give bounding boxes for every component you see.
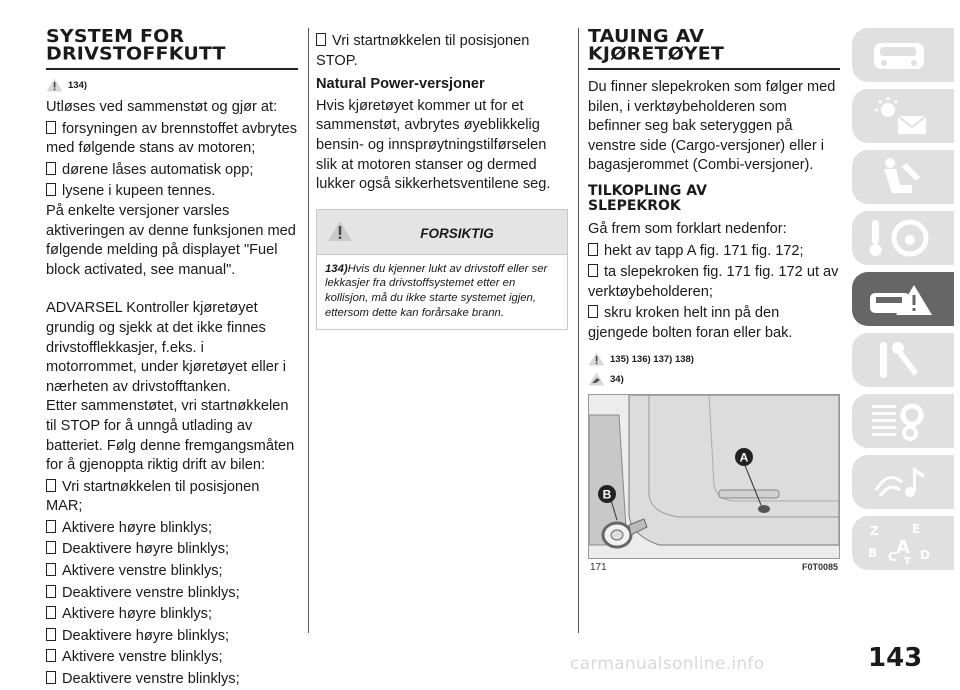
wrench-maintenance-icon <box>866 338 938 382</box>
checkbox-bullet-icon <box>46 121 56 134</box>
checkbox-bullet-icon <box>46 585 56 598</box>
checkbox-bullet-icon <box>588 305 598 318</box>
tab-warning-lights[interactable] <box>852 89 954 143</box>
figure-number: 171 <box>590 561 607 573</box>
multimedia-icon <box>866 460 938 504</box>
warning-triangle-icon <box>46 78 63 92</box>
list-item: Aktivere høyre blinklys; <box>46 605 298 625</box>
figure-caption <box>588 559 840 577</box>
checkbox-bullet-icon <box>46 183 56 196</box>
figure-code: F0T0085 <box>801 561 838 572</box>
alphabetical-index-icon <box>866 521 938 565</box>
technical-data-gear-icon <box>866 399 938 443</box>
list-item: Deaktivere høyre blinklys; <box>46 627 298 647</box>
svg-text:E: E <box>912 522 921 536</box>
svg-text:D: D <box>920 548 930 562</box>
checkbox-bullet-icon <box>46 628 56 641</box>
list-item: forsyningen av brennstoffet avbrytes med følgende stans av motoren; <box>46 120 297 157</box>
tow-hook-illustration <box>589 395 839 558</box>
tab-dashboard[interactable] <box>852 28 954 82</box>
tab-multimedia[interactable] <box>852 455 954 509</box>
tab-starting-driving[interactable] <box>852 211 954 265</box>
checkbox-bullet-icon <box>46 606 56 619</box>
svg-text:T: T <box>904 556 911 565</box>
checkbox-bullet-icon <box>46 649 56 662</box>
section-title-towing: TAUING AV KJØRETØYET <box>588 26 725 65</box>
subheading-tow-hook: TILKOPLING AV SLEPEKROK <box>588 182 707 214</box>
callout-b: B <box>602 487 612 502</box>
list-item: skru kroken helt inn på den gjengede bolten foran eller bak. <box>588 305 793 341</box>
tab-index[interactable] <box>852 516 954 570</box>
caution-box <box>316 209 568 330</box>
section-rule <box>588 68 840 70</box>
tab-safety[interactable] <box>852 150 954 204</box>
car-breakdown-icon <box>866 277 938 321</box>
caution-text: 134)Hvis du kjenner lukt av drivstoff eller ser lekkasjer fra drivstoffsystemet etter en kollisjon, må du ikke starte systemet igjen, ettersom dette kan forårsake brann. <box>325 262 548 319</box>
section-title-fuel-cutoff: SYSTEM FOR DRIVSTOFFKUTT <box>46 26 226 65</box>
intro-text: Utløses ved sammenstøt og gjør at: <box>46 99 278 115</box>
checkbox-bullet-icon <box>588 243 598 256</box>
list-item: hekt av tapp A fig. 171 fig. 172; <box>588 242 840 262</box>
paragraph: Hvis kjøretøyet kommer ut for et sammenstøt, avbrytes øyeblikkelig bensin- og innsprøytningstilførselen slik at motoren stanser og dermed lukker også sikkerhetsventilene seg. <box>316 97 551 193</box>
warning-reference: 134) <box>46 78 298 92</box>
tab-maintenance[interactable] <box>852 333 954 387</box>
list-item: Aktivere høyre blinklys; <box>46 519 298 539</box>
subheading-natural-power: Natural Power-versjoner <box>316 76 485 93</box>
column-divider <box>578 28 579 633</box>
caution-title: FORSIKTIG <box>420 225 494 241</box>
figure-tow-hook <box>588 394 840 559</box>
column-fuel-cutoff-continued <box>316 28 568 330</box>
list-item: Vri startnøkkelen til posisjonen STOP. <box>316 33 530 69</box>
caution-header <box>317 210 567 255</box>
list-item: ta slepekroken fig. 171 fig. 172 ut av verktøybeholderen; <box>588 264 839 300</box>
watermark-footer: carmanualsonline.info <box>570 654 765 674</box>
list-item: Aktivere venstre blinklys; <box>46 562 298 582</box>
car-dashboard-icon <box>866 33 938 77</box>
svg-text:Z: Z <box>870 524 879 538</box>
checkbox-bullet-icon <box>588 264 598 277</box>
paragraph: ADVARSEL Kontroller kjøretøyet grundig og sjekk at det ikke finnes drivstofflekkasjer, f.eks. i motorrommet, under kjøretøyet eller i nærheten av drivstofftanken. <box>46 300 287 395</box>
warning-lights-message-icon <box>866 94 938 138</box>
column-towing <box>588 28 840 577</box>
column-divider <box>308 28 309 633</box>
page-number: 143 <box>868 643 923 673</box>
list-item: Aktivere venstre blinklys; <box>46 648 298 668</box>
paragraph: På enkelte versjoner varsles aktiveringen av denne funksjonen med følgende melding på displayet "Fuel block activated, see manual". <box>46 202 296 278</box>
list-item: Vri startnøkkelen til posisjonen MAR; <box>46 478 260 515</box>
warning-triangle-icon <box>588 352 605 366</box>
checkbox-bullet-icon <box>46 479 56 492</box>
svg-text:A: A <box>896 537 910 558</box>
svg-text:C: C <box>888 550 897 564</box>
list-item: lysene i kupeen tennes. <box>46 182 298 202</box>
list-item: dørene låses automatisk opp; <box>46 161 298 181</box>
callout-a: A <box>739 450 749 465</box>
list-item: Deaktivere venstre blinklys; <box>46 670 298 690</box>
checkbox-bullet-icon <box>46 541 56 554</box>
paragraph: Du finner slepekroken som følger med bilen, i verktøybeholderen som befinner seg bak seteryggen på venstre side (Cargo-versjoner) eller i bagasjerommet (Combi-versjoner). <box>588 79 836 174</box>
warning-reference: 135) 136) 137) 138) <box>588 352 840 366</box>
seat-airbag-icon <box>866 155 938 199</box>
tab-technical-data[interactable] <box>852 394 954 448</box>
key-steering-wheel-icon <box>866 216 938 260</box>
hand-note-icon <box>588 372 605 386</box>
tab-emergency[interactable] <box>852 272 954 326</box>
checkbox-bullet-icon <box>46 520 56 533</box>
list-item: Deaktivere venstre blinklys; <box>46 584 298 604</box>
intro-text: Gå frem som forklart nedenfor: <box>588 220 787 237</box>
list-item: Deaktivere høyre blinklys; <box>46 540 298 560</box>
paragraph: Etter sammenstøtet, vri startnøkkelen til STOP for å unngå utlading av batteriet. Følg denne fremgangsmåten for å gjenoppta riktig drift av bilen: <box>46 398 295 474</box>
note-reference: 34) <box>588 372 840 386</box>
svg-text:B: B <box>868 546 878 560</box>
section-rule <box>46 68 298 70</box>
checkbox-bullet-icon <box>46 563 56 576</box>
checkbox-bullet-icon <box>46 162 56 175</box>
chapter-tabs <box>852 28 954 577</box>
column-fuel-cutoff <box>46 28 298 690</box>
checkbox-bullet-icon <box>316 33 326 46</box>
